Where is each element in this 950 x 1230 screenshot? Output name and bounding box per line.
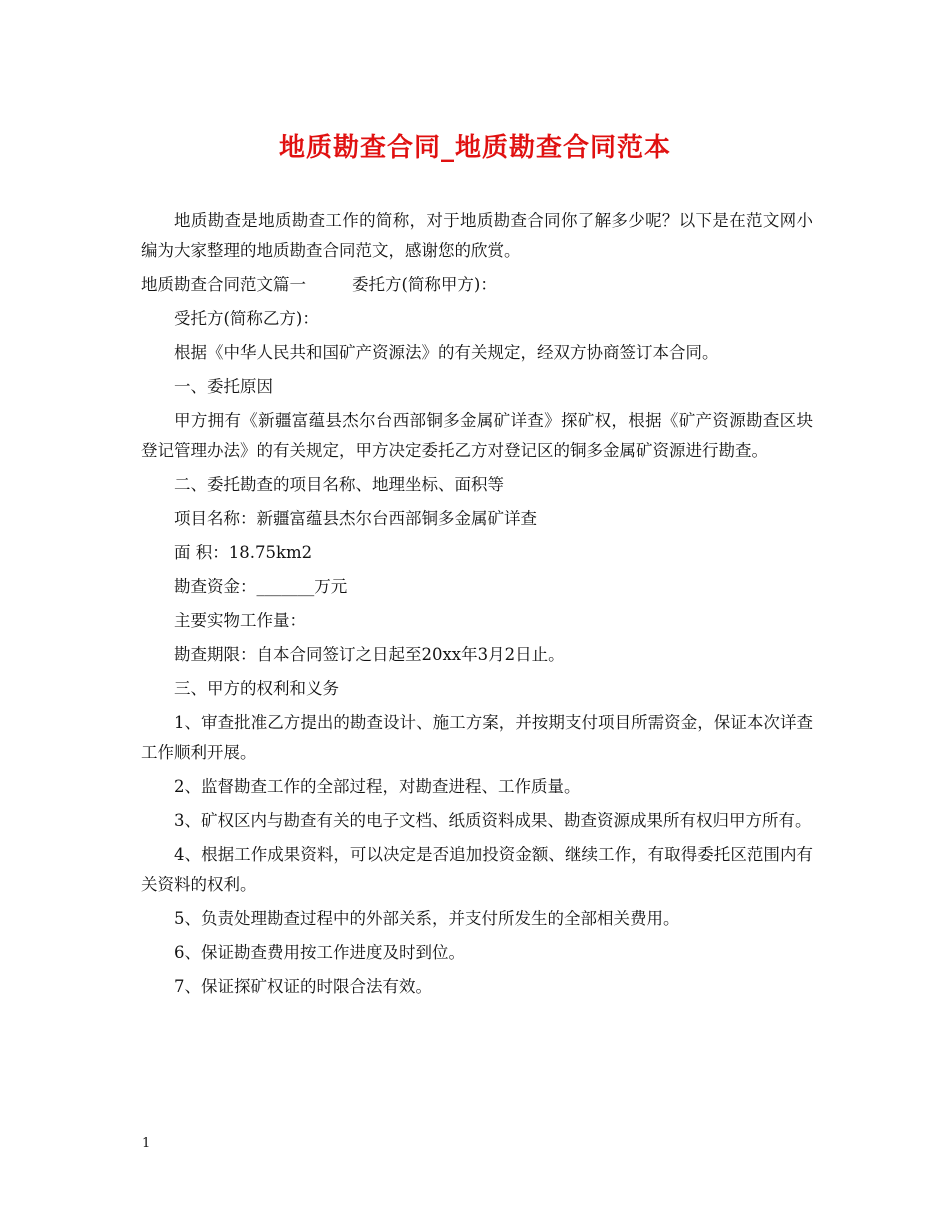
document-title: 地质勘查合同_地质勘查合同范本 [278, 133, 671, 163]
section-one-heading: 一、委托原因 [174, 377, 273, 396]
clause-1: 1、审查批准乙方提出的勘查设计、施工方案，并按期支付项目所需资金，保证本次详查工作顺利开展。 [141, 713, 813, 762]
section-one-paragraph: 甲方拥有《新疆富蕴县杰尔台西部铜多金属矿详查》探矿权，根据《矿产资源勘查区块登记管理办法》的有关规定，甲方决定委托乙方对登记区的铜多金属矿资源进行勘查。 [141, 411, 813, 460]
section-two-heading: 二、委托勘查的项目名称、地理坐标、面积等 [174, 475, 504, 494]
legal-basis-paragraph: 根据《中华人民共和国矿产资源法》的有关规定，经双方协商签订本合同。 [174, 343, 719, 362]
intro-paragraph: 地质勘查是地质勘查工作的简称，对于地质勘查合同你了解多少呢？以下是在范文网小编为大家整理的地质勘查合同范文，感谢您的欣赏。 [141, 211, 813, 260]
clause-5: 5、负责处理勘查过程中的外部关系，并支付所发生的全部相关费用。 [174, 909, 680, 928]
funding-line: 勘查资金：_______万元 [174, 577, 348, 596]
party-a-label: 委托方(简称甲方)： [352, 275, 497, 294]
party-b-label: 受托方(简称乙方)： [174, 309, 319, 328]
section-three-heading: 三、甲方的权利和义务 [174, 679, 339, 698]
clause-3: 3、矿权区内与勘查有关的电子文档、纸质资料成果、勘查资源成果所有权归甲方所有。 [174, 811, 812, 830]
clause-7: 7、保证探矿权证的时限合法有效。 [174, 977, 432, 996]
contract-sample-heading: 地质勘查合同范文篇一 [141, 275, 306, 294]
clause-6: 6、保证勘查费用按工作进度及时到位。 [174, 943, 465, 962]
document-body [141, 206, 813, 1006]
clause-4: 4、根据工作成果资料，可以决定是否追加投资金额、继续工作，有取得委托区范围内有关资料的权利。 [141, 845, 813, 894]
area-line: 面 积：18.75km2 [174, 543, 313, 562]
section-heading-line [141, 270, 813, 300]
workload-line: 主要实物工作量： [174, 611, 306, 630]
term-line: 勘查期限：自本合同签订之日起至20xx年3月2日止。 [174, 645, 565, 664]
project-name-line: 项目名称：新疆富蕴县杰尔台西部铜多金属矿详查 [174, 509, 537, 528]
page-number: 1 [142, 1136, 151, 1151]
clause-2: 2、监督勘查工作的全部过程，对勘查进程、工作质量。 [174, 777, 581, 796]
